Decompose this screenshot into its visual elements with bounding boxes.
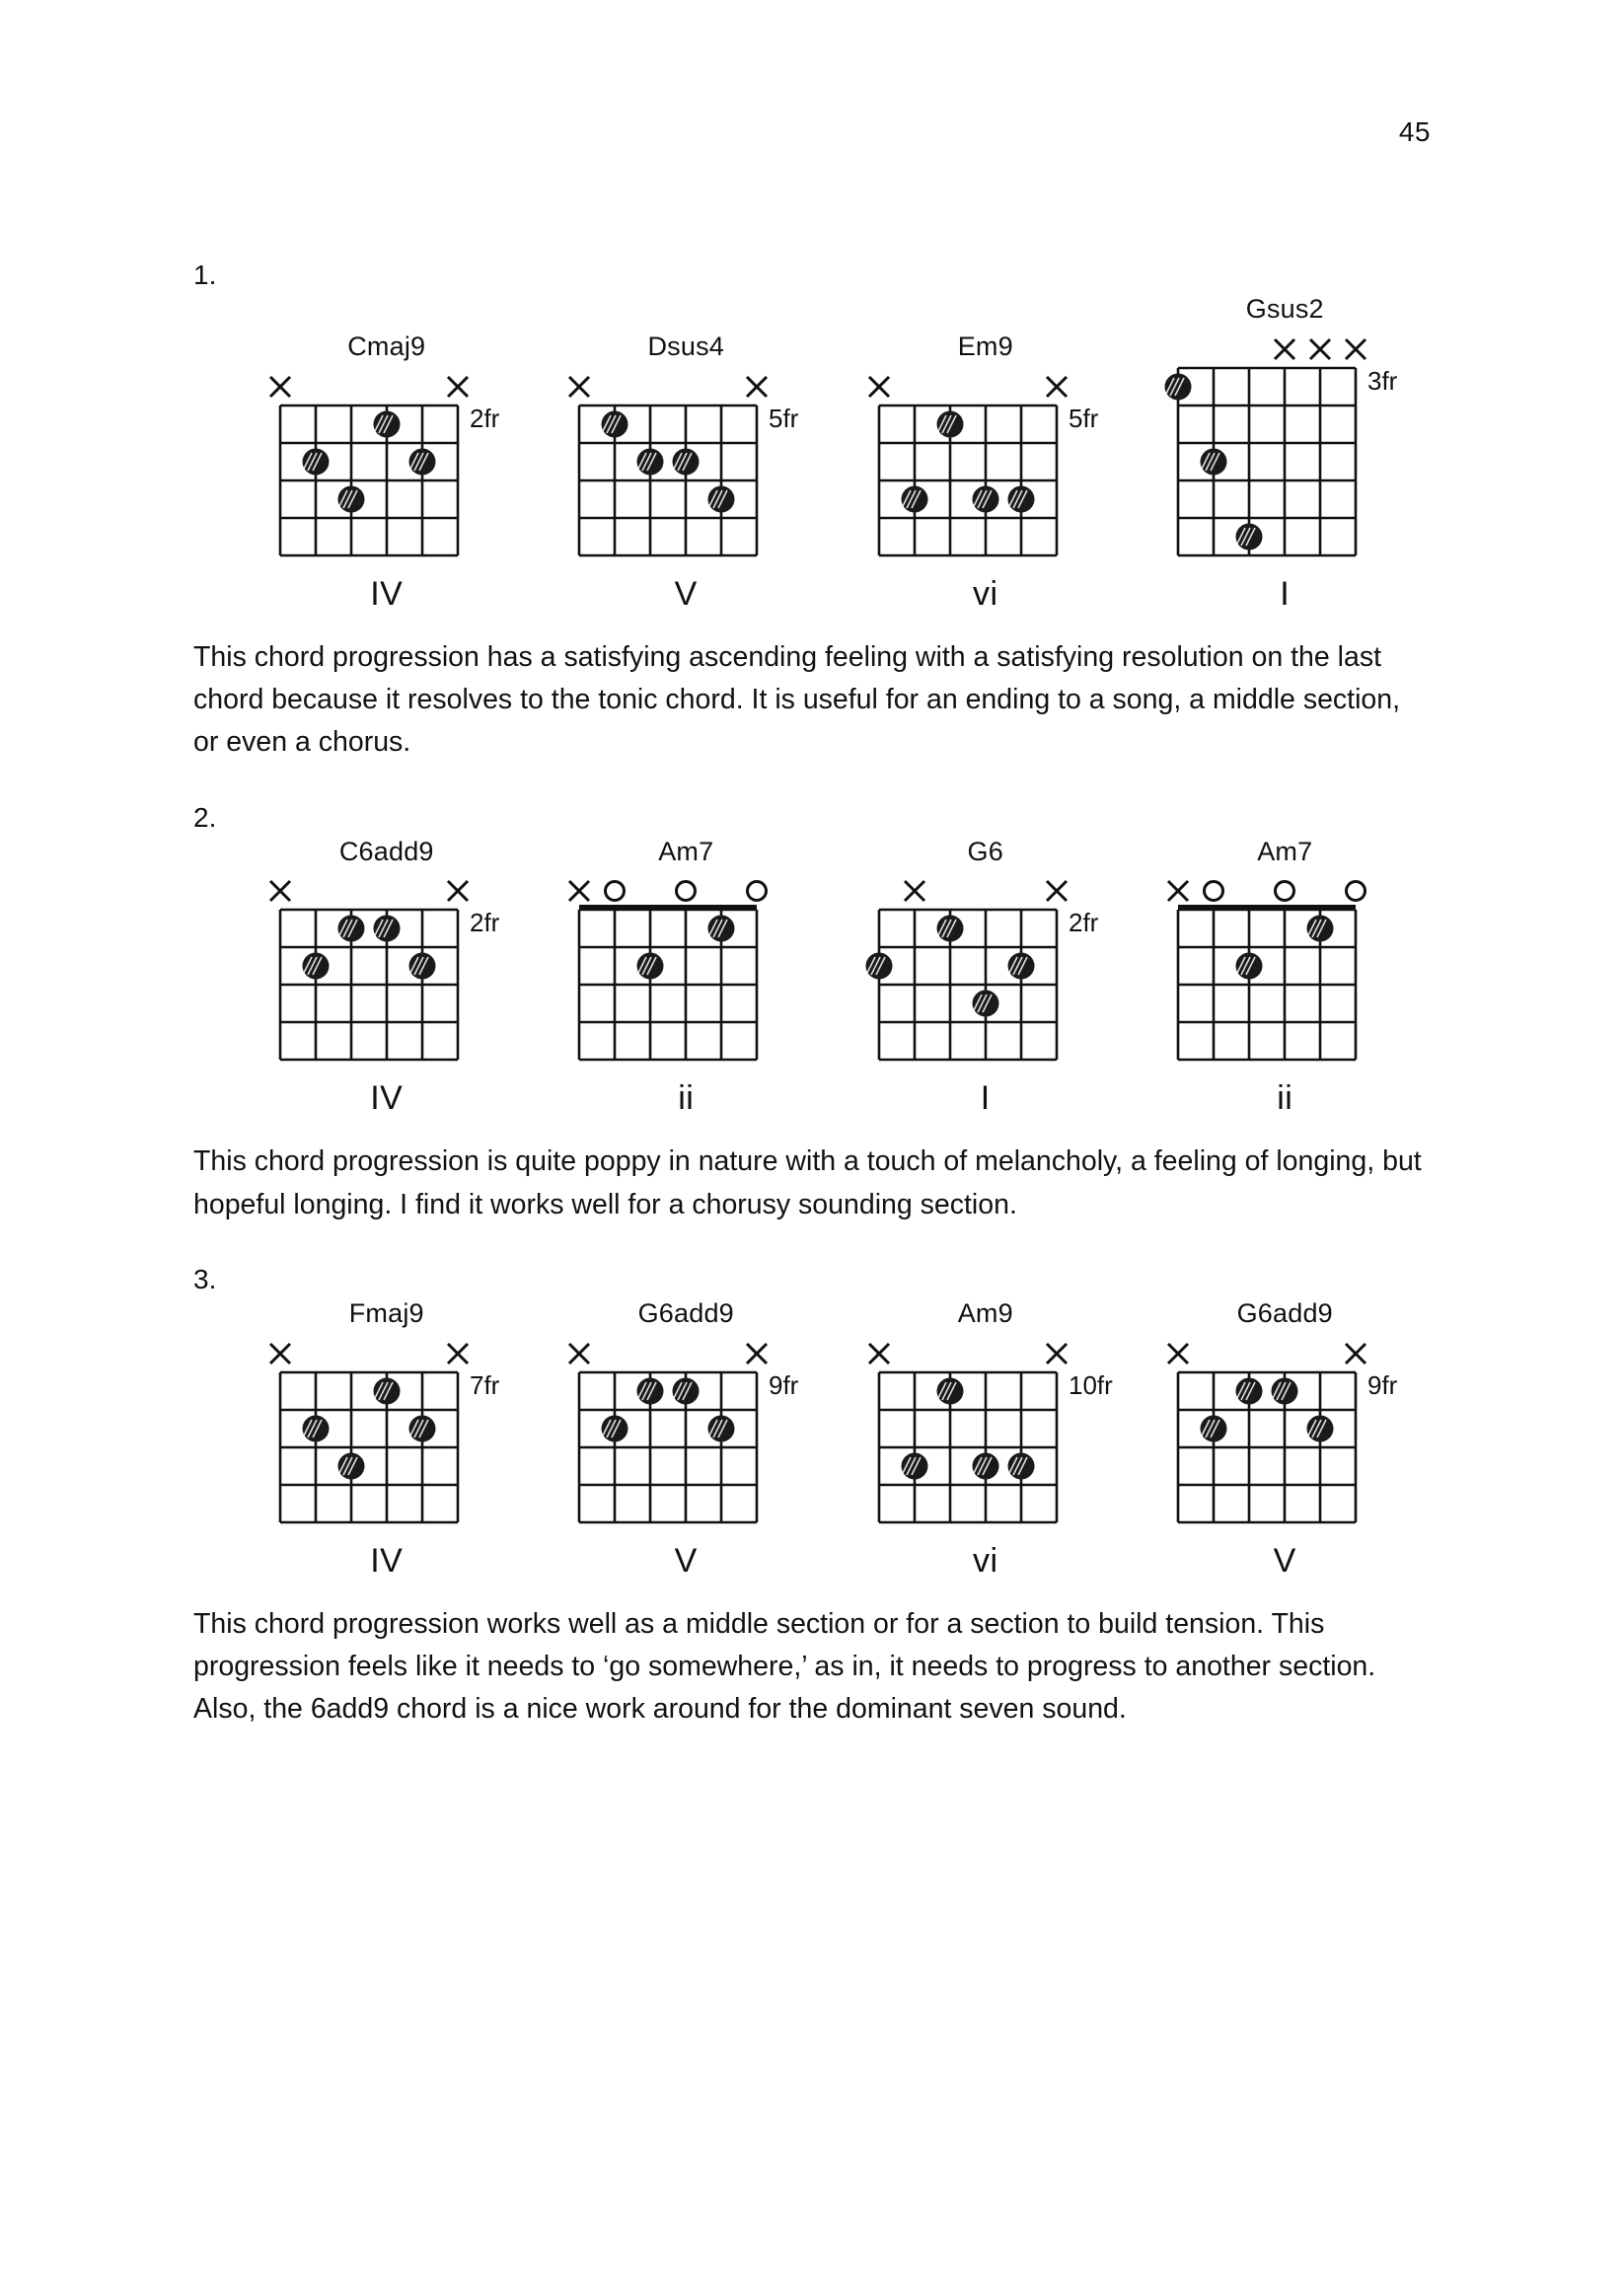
finger-dot: [673, 1377, 700, 1404]
chord-diagram-wrap: [853, 868, 1118, 1068]
finger-dot: [1307, 1415, 1334, 1441]
finger-dot: [1007, 953, 1034, 980]
chord-name: Am9: [957, 1297, 1013, 1328]
chord-cell: [1136, 1299, 1436, 1578]
muted-string-x-icon: [270, 1344, 290, 1364]
finger-dot: [972, 991, 998, 1017]
finger-dot: [1272, 1377, 1298, 1404]
chord-diagram: [853, 364, 1118, 563]
chord-progression: [193, 801, 1435, 1256]
muted-string-x-icon: [448, 1344, 468, 1364]
chord-diagram-wrap: [554, 1331, 818, 1530]
finger-dot: [1165, 373, 1192, 400]
open-string-o-icon: [677, 882, 696, 901]
chord-diagram: [255, 364, 519, 563]
progression-list-number: 3.: [193, 1263, 217, 1294]
roman-numeral: I: [1280, 574, 1291, 613]
muted-string-x-icon: [569, 377, 589, 397]
finger-dot: [1201, 448, 1227, 475]
finger-dot: [337, 485, 364, 512]
finger-dot: [637, 1377, 664, 1404]
fret-position-label: 3fr: [1367, 365, 1398, 396]
chord-name: Em9: [957, 332, 1013, 361]
chord-diagram-wrap: [853, 364, 1118, 563]
roman-numeral: IV: [370, 1079, 404, 1118]
progression-list-number: 2.: [193, 801, 217, 833]
fret-position-label: 9fr: [1367, 1369, 1398, 1400]
progressions-container: [193, 261, 1435, 1761]
finger-dot: [972, 1452, 998, 1479]
muted-string-x-icon: [1047, 1344, 1067, 1364]
fret-position-label: 5fr: [1068, 403, 1099, 433]
finger-dot: [673, 448, 700, 475]
chord-name: G6add9: [637, 1297, 734, 1328]
chord-diagram-wrap: [554, 364, 818, 563]
finger-dot: [637, 953, 664, 980]
finger-dot: [602, 410, 628, 437]
fret-position-label: 5fr: [769, 403, 799, 433]
finger-dot: [1236, 523, 1263, 550]
chord-name: Gsus2: [1245, 294, 1324, 324]
roman-numeral: I: [980, 1079, 991, 1118]
muted-string-x-icon: [1047, 377, 1067, 397]
chord-cell: [836, 1299, 1136, 1578]
finger-dot: [1007, 485, 1034, 512]
chord-cell: [1136, 838, 1436, 1116]
progression-description: This chord progression is quite poppy in nature with a touch of melancholy, a feeling of longing, but hopeful longing. I find it works well for a chorusy sounding section.: [193, 1145, 1422, 1220]
chord-cell: [836, 838, 1136, 1116]
chord-name: Am7: [1257, 836, 1313, 866]
chord-diagram-wrap: [853, 1331, 1118, 1530]
chord-diagram-wrap: [255, 1331, 519, 1530]
chord-cell: [237, 838, 537, 1116]
chord-cell: [237, 332, 537, 611]
muted-string-x-icon: [1346, 1344, 1366, 1364]
open-string-o-icon: [606, 882, 625, 901]
chord-name: Fmaj9: [348, 1297, 424, 1328]
chord-diagram-row: [193, 1299, 1435, 1578]
chord-diagram: [1152, 1331, 1417, 1530]
chord-diagram-row: [193, 295, 1435, 611]
finger-dot: [302, 953, 329, 980]
chord-diagram-wrap: [1152, 868, 1417, 1068]
chord-name: G6: [967, 836, 1003, 866]
chord-diagram: [255, 1331, 519, 1530]
finger-dot: [602, 1415, 628, 1441]
finger-dot: [936, 916, 963, 942]
finger-dot: [637, 448, 664, 475]
finger-dot: [408, 953, 435, 980]
fret-position-label: 2fr: [1068, 908, 1099, 938]
muted-string-x-icon: [905, 881, 924, 901]
chord-cell: [836, 332, 1136, 611]
section-spacer: [193, 1732, 1435, 1761]
roman-numeral: V: [674, 574, 698, 613]
chord-cell: [237, 1299, 537, 1578]
finger-dot: [373, 916, 400, 942]
muted-string-x-icon: [747, 1344, 767, 1364]
roman-numeral: vi: [972, 574, 998, 613]
chord-diagram-wrap: [255, 868, 519, 1068]
muted-string-x-icon: [1275, 339, 1294, 359]
chord-name: G6add9: [1236, 1297, 1333, 1328]
finger-dot: [408, 1415, 435, 1441]
section-spacer: [193, 765, 1435, 794]
progression-list-number: 1.: [193, 259, 217, 290]
fret-position-label: 10fr: [1068, 1369, 1113, 1400]
finger-dot: [901, 1452, 927, 1479]
chord-diagram: [554, 364, 818, 563]
open-string-o-icon: [1276, 882, 1294, 901]
muted-string-x-icon: [448, 377, 468, 397]
fret-position-label: 2fr: [469, 908, 500, 938]
chord-diagram-row: [193, 838, 1435, 1116]
roman-numeral: vi: [972, 1541, 998, 1580]
roman-numeral: IV: [370, 574, 404, 613]
chord-diagram: [255, 868, 519, 1068]
chord-diagram-wrap: [255, 364, 519, 563]
muted-string-x-icon: [1168, 881, 1188, 901]
chord-progression: [193, 261, 1435, 794]
chord-name: Am7: [658, 836, 714, 866]
muted-string-x-icon: [448, 881, 468, 901]
open-string-o-icon: [1347, 882, 1366, 901]
progression-description: This chord progression has a satisfying ascending feeling with a satisfying resolution on the last chord because it resolves to the tonic chord. It is useful for an ending to a song, a middle section, or even a chorus.: [193, 640, 1401, 759]
roman-numeral: ii: [678, 1079, 695, 1118]
finger-dot: [972, 485, 998, 512]
finger-dot: [302, 1415, 329, 1441]
chord-diagram: [554, 1331, 818, 1530]
finger-dot: [708, 485, 735, 512]
muted-string-x-icon: [1168, 1344, 1188, 1364]
muted-string-x-icon: [270, 377, 290, 397]
finger-dot: [373, 410, 400, 437]
page-number: 45: [1398, 116, 1431, 147]
chord-diagram-wrap: [1152, 327, 1417, 563]
chord-diagram: [1152, 868, 1417, 1068]
chord-diagram-wrap: [1152, 1331, 1417, 1530]
page-content: [193, 261, 1435, 1771]
chord-diagram-wrap: [554, 868, 818, 1068]
muted-string-x-icon: [1346, 339, 1366, 359]
finger-dot: [1307, 916, 1334, 942]
fret-position-label: 2fr: [469, 403, 500, 433]
chord-diagram: [853, 868, 1118, 1068]
muted-string-x-icon: [569, 881, 589, 901]
finger-dot: [901, 485, 927, 512]
chord-cell: [537, 1299, 837, 1578]
finger-dot: [1007, 1452, 1034, 1479]
finger-dot: [708, 1415, 735, 1441]
finger-dot: [408, 448, 435, 475]
chord-diagram: [853, 1331, 1118, 1530]
roman-numeral: IV: [370, 1541, 404, 1580]
chord-diagram: [554, 868, 818, 1068]
chord-diagram: [1152, 327, 1417, 563]
section-spacer: [193, 1226, 1435, 1256]
finger-dot: [708, 916, 735, 942]
finger-dot: [302, 448, 329, 475]
roman-numeral: ii: [1277, 1079, 1293, 1118]
muted-string-x-icon: [1310, 339, 1330, 359]
muted-string-x-icon: [869, 377, 889, 397]
finger-dot: [337, 1452, 364, 1479]
muted-string-x-icon: [747, 377, 767, 397]
finger-dot: [1236, 1377, 1263, 1404]
roman-numeral: V: [674, 1541, 698, 1580]
finger-dot: [337, 916, 364, 942]
chord-progression: [193, 1263, 1435, 1761]
fret-position-label: 7fr: [469, 1369, 500, 1400]
chord-cell: [537, 838, 837, 1116]
muted-string-x-icon: [270, 881, 290, 901]
finger-dot: [865, 953, 892, 980]
chord-cell: [1136, 295, 1436, 611]
muted-string-x-icon: [569, 1344, 589, 1364]
muted-string-x-icon: [1047, 881, 1067, 901]
open-string-o-icon: [748, 882, 767, 901]
chord-cell: [537, 332, 837, 611]
chord-name: Cmaj9: [347, 332, 426, 361]
finger-dot: [936, 410, 963, 437]
roman-numeral: V: [1273, 1541, 1296, 1580]
finger-dot: [373, 1377, 400, 1404]
finger-dot: [1236, 953, 1263, 980]
chord-name: Dsus4: [647, 332, 725, 361]
chord-name: C6add9: [338, 836, 434, 866]
progression-description: This chord progression works well as a middle section or for a section to build tension. This progression feels like it needs to ‘go somewhere,’ as in, it needs to progress to another section. Also, the 6add9 chord is a nice work around for the dominant seven sound.: [193, 1607, 1376, 1726]
finger-dot: [1201, 1415, 1227, 1441]
fret-position-label: 9fr: [769, 1369, 799, 1400]
finger-dot: [936, 1377, 963, 1404]
muted-string-x-icon: [869, 1344, 889, 1364]
open-string-o-icon: [1205, 882, 1223, 901]
